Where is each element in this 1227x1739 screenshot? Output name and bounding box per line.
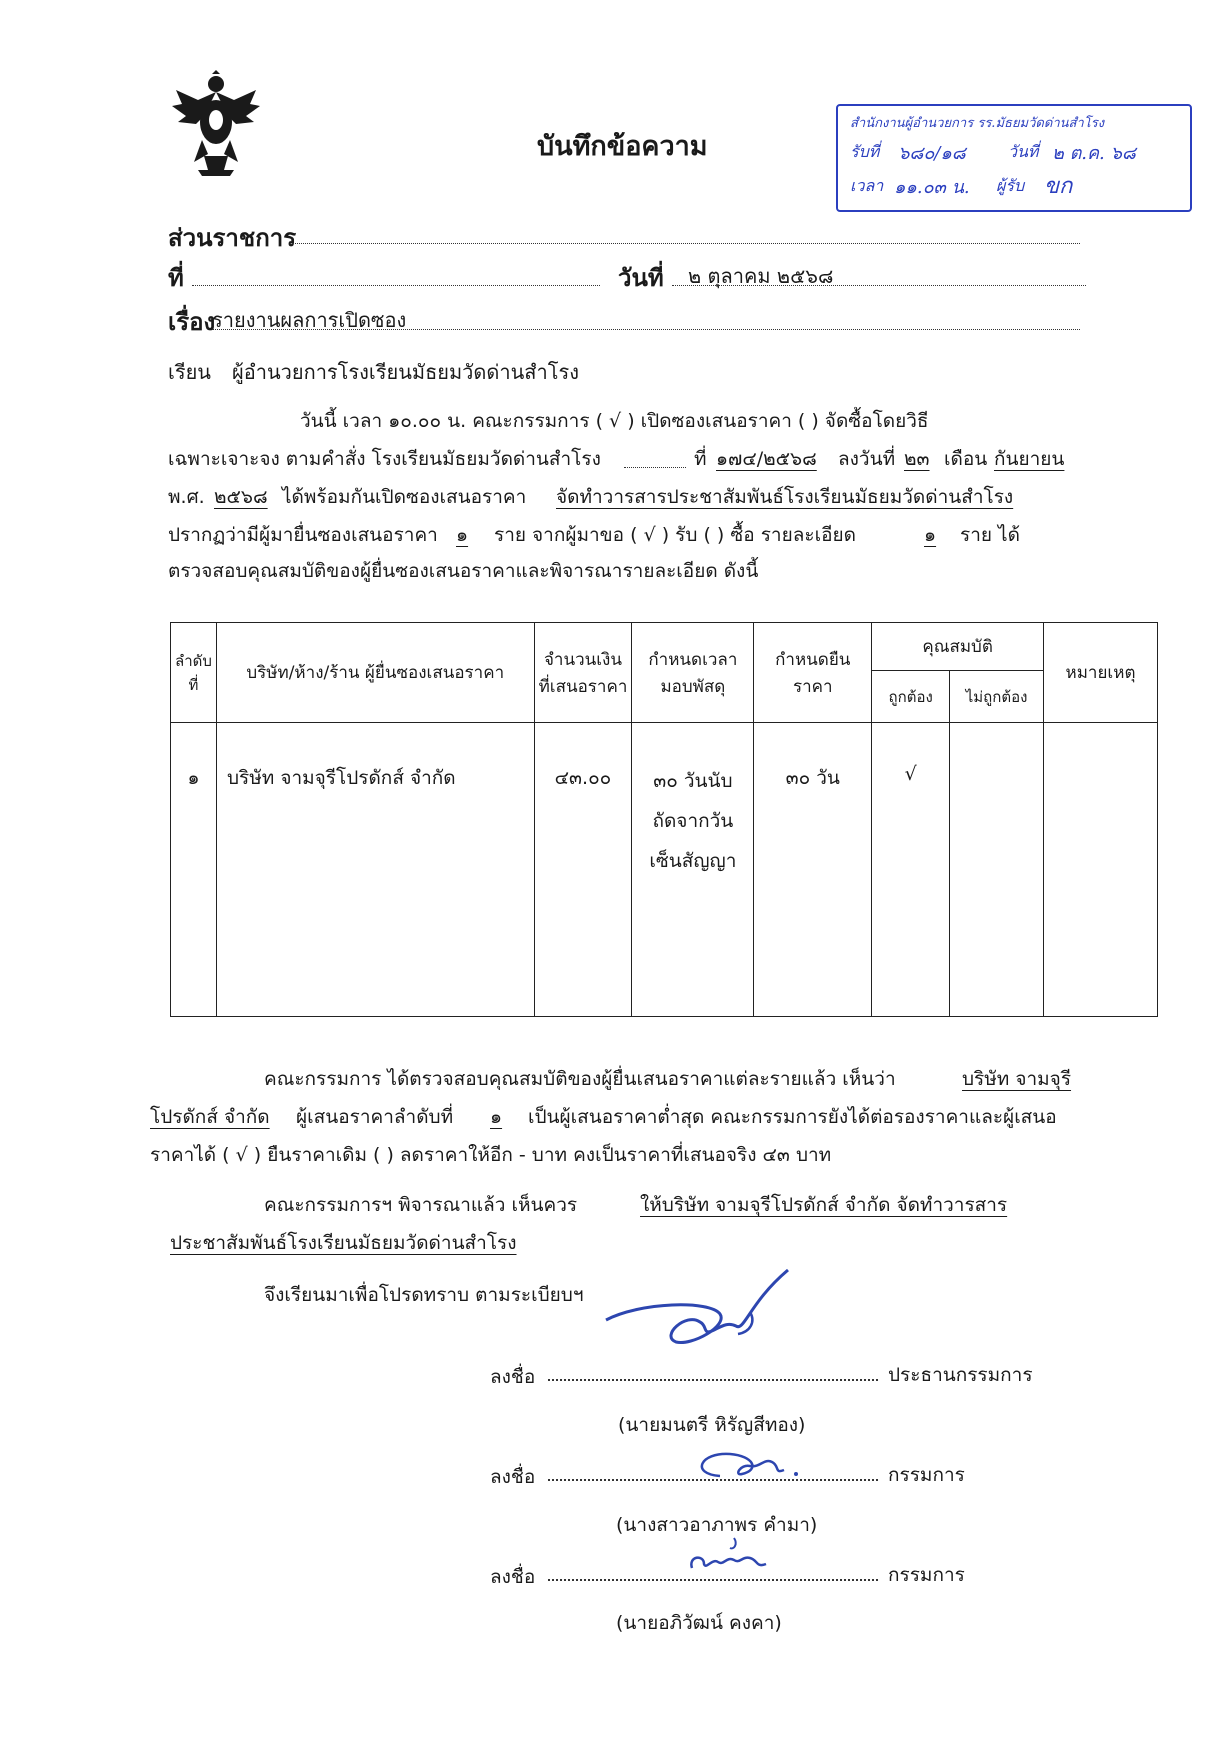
signature2-role: กรรมการ (888, 1464, 965, 1486)
paragraph1-line4-text: ปรากฏว่ามีผู้มายื่นซองเสนอราคา (168, 524, 438, 546)
row-delivery-line1: ๓๐ วันนับ (653, 770, 733, 792)
recommendation-line1: คณะกรรมการฯ พิจารณาแล้ว เห็นควร (264, 1194, 578, 1216)
findings-line3: ราคาได้ ( √ ) ยืนราคาเดิม ( ) ลดราคาให้อีก - บาท คงเป็นราคาที่เสนอจริง ๔๓ บาท (150, 1144, 832, 1166)
findings-rank-label: ผู้เสนอราคาลำดับที่ (296, 1106, 454, 1128)
agency-label: ส่วนราชการ (168, 224, 297, 252)
col-header-qual-ok: ถูกต้อง (872, 671, 950, 723)
stamp-receiver-label: ผู้รับ (996, 176, 1025, 195)
paragraph1-line1: วันนี้ เวลา ๑๐.๐๐ น. คณะกรรมการ ( √ ) เปิดซองเสนอราคา ( ) จัดซื้อโดยวิธี (300, 410, 929, 432)
signature1-name: (นายมนตรี หิรัญสีทอง) (618, 1414, 806, 1436)
signature1-line (548, 1378, 878, 1381)
order-number: ๑๗๔/๒๕๖๘ (716, 448, 817, 470)
order-day: ๒๓ (904, 448, 930, 470)
closing-text: จึงเรียนมาเพื่อโปรดทราบ ตามระเบียบฯ (264, 1284, 584, 1306)
receiving-stamp (836, 104, 1192, 212)
paragraph1-line2-text: เฉพาะเจาะจง ตามคำสั่ง โรงเรียนมัธยมวัดด่านสำโรง (168, 448, 601, 470)
recommendation-line2: ประชาสัมพันธ์โรงเรียนมัธยมวัดด่านสำโรง (170, 1232, 517, 1254)
signature2-name: (นางสาวอาภาพร คำมา) (616, 1514, 818, 1536)
row-qual-ok: √ (872, 723, 950, 1017)
signature3-role: กรรมการ (888, 1564, 965, 1586)
stamp-date-label: วันที่ (1008, 142, 1039, 161)
salutation-recipient: ผู้อำนวยการโรงเรียนมัธยมวัดด่านสำโรง (232, 360, 579, 384)
row-company: บริษัท จามจุรีโปรดักส์ จำกัด (216, 723, 534, 1017)
col-header-amount: จำนวนเงินที่เสนอราคา (534, 623, 632, 723)
project-name: จัดทำวารสารประชาสัมพันธ์โรงเรียนมัธยมวัดด่านสำโรง (556, 486, 1014, 508)
row-qual-not (950, 723, 1044, 1017)
col-header-remark: หมายเหตุ (1044, 623, 1158, 723)
signature3-name: (นายอภิวัฒน์ คงคา) (616, 1612, 782, 1634)
row-number: ๑ (171, 723, 217, 1017)
order-date-label: ลงวันที่ (838, 448, 896, 470)
paragraph1-line2-dots (624, 466, 686, 468)
row-delivery-line2: ถัดจากวัน (652, 810, 734, 832)
findings-line1: คณะกรรมการ ได้ตรวจสอบคุณสมบัติของผู้ยื่นเสนอราคาแต่ละรายแล้ว เห็นว่า (264, 1068, 896, 1090)
signature3-label: ลงชื่อ (490, 1566, 536, 1588)
stamp-received-number: ๖๘๐/๑๘ (898, 143, 966, 164)
signature3-line (548, 1578, 878, 1581)
signature1-label: ลงชื่อ (490, 1366, 536, 1388)
findings-rank: ๑ (490, 1106, 503, 1128)
date-label: วันที่ (618, 264, 664, 292)
order-month-label: เดือน (944, 448, 988, 470)
paragraph1-line5: ตรวจสอบคุณสมบัติของผู้ยื่นซองเสนอราคาและพิจารณารายละเอียด ดังนี้ (168, 560, 759, 582)
stamp-time-label: เวลา (850, 176, 884, 195)
document-type-title: บันทึกข้อความ (537, 131, 708, 162)
stamp-date: ๒ ต.ค. ๖๘ (1052, 143, 1136, 164)
signature2-label: ลงชื่อ (490, 1466, 536, 1488)
signature2-line (548, 1478, 878, 1481)
signature-member1-icon (680, 1440, 820, 1500)
bidder-count: ๑ (456, 524, 469, 546)
row-delivery (632, 723, 754, 1017)
row-remark (1044, 723, 1158, 1017)
garuda-emblem-icon (168, 70, 264, 178)
paragraph1-line4-middle: ราย จากผู้มาขอ ( √ ) รับ ( ) ซื้อ รายละเอียด (494, 524, 856, 546)
col-header-number: ลำดับที่ (171, 623, 217, 723)
stamp-receiver-sign: ขก (1044, 174, 1073, 199)
table-row (171, 723, 1158, 1017)
stamp-office-line: สำนักงานผู้อำนวยการ รร.มัธยมวัดด่านสำโรง (850, 116, 1105, 131)
order-month: กันยายน (994, 448, 1065, 470)
reference-line (192, 284, 600, 286)
row-validity: ๓๐ วัน (754, 723, 872, 1017)
signature-chairman-icon (600, 1262, 800, 1372)
order-year: ๒๕๖๘ (214, 486, 268, 508)
signature1-role: ประธานกรรมการ (888, 1364, 1033, 1386)
findings-line2-end: เป็นผู้เสนอราคาต่ำสุด คณะกรรมการยังได้ต่อรองราคาและผู้เสนอ (528, 1106, 1057, 1128)
col-header-qualification: คุณสมบัติ (872, 623, 1044, 671)
findings-company-part2: โปรดักส์ จำกัด (150, 1106, 270, 1128)
paragraph1-line4-end: ราย ได้ (960, 524, 1020, 546)
order-year-label: พ.ศ. (168, 486, 205, 508)
reference-label: ที่ (168, 264, 184, 292)
detail-count: ๑ (924, 524, 937, 546)
paragraph1-line3-text: ได้พร้อมกันเปิดซองเสนอราคา (282, 486, 527, 508)
recommendation-award: ให้บริษัท จามจุรีโปรดักส์ จำกัด จัดทำวารสาร (640, 1194, 1008, 1216)
row-amount: ๔๓.๐๐ (534, 723, 632, 1017)
col-header-qual-not: ไม่ถูกต้อง (950, 671, 1044, 723)
findings-company-part1: บริษัท จามจุรี (962, 1068, 1072, 1090)
col-header-company: บริษัท/ห้าง/ร้าน ผู้ยื่นซองเสนอราคา (216, 623, 534, 723)
stamp-received-label: รับที่ (850, 142, 880, 161)
row-delivery-line3: เซ็นสัญญา (649, 850, 737, 872)
bid-table (170, 622, 1158, 1017)
stamp-time: ๑๑.๐๓ น. (894, 177, 970, 198)
agency-line (292, 242, 1080, 244)
salutation-label: เรียน (168, 360, 211, 384)
subject-label: เรื่อง (168, 308, 216, 336)
date-value: ๒ ตุลาคม ๒๕๖๘ (688, 264, 834, 288)
signature-member2-icon (684, 1530, 784, 1580)
order-number-label: ที่ (694, 448, 707, 470)
col-header-validity: กำหนดยืนราคา (754, 623, 872, 723)
col-header-delivery: กำหนดเวลามอบพัสดุ (632, 623, 754, 723)
subject-value: รายงานผลการเปิดซอง (212, 308, 407, 332)
